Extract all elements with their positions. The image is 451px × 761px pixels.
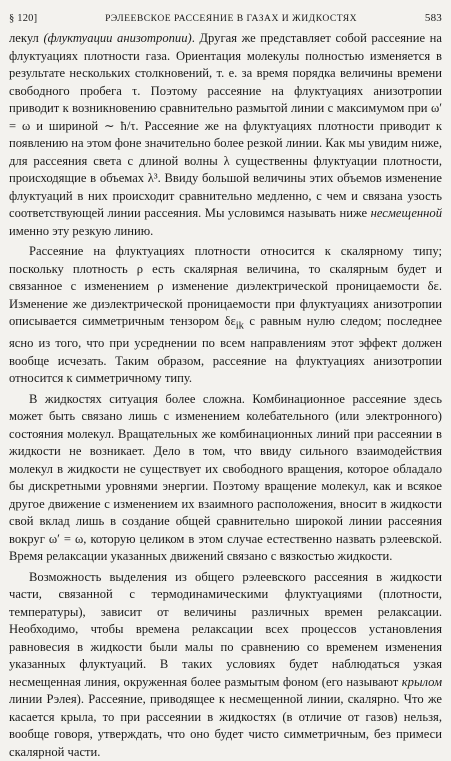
- page-number: 583: [424, 12, 442, 24]
- text-run: лекул: [9, 31, 44, 45]
- text-run: . Другая же представляет собой рассеяние на флуктуациях плотности газа. Ориентация молекулы полностью изменяется в результате нескольких столкновений, т. е. за время порядка величины времени свободного пробега τ. Поэтому рассеяние на флуктуациях анизотропии приводит к возникновению сравнительно размытой линии с максимумом при ω′ = ω и шириной ∼ ħ/τ. Рассеяние же на флуктуациях плотности приводит к появлению на этом фоне значительно более резкой линии. Как мы увидим ниже, для рассеяния света с длиной волны λ существенны флуктуации плотности, происходящие в объемах λ³. Ввиду большой величины этих объемов изменение флуктуаций в них происходит сравнительно медленно, с чем и связана узость соответствующей линии рассеяния. Мы условимся называть ниже: [9, 31, 443, 220]
- body-text: [9, 30, 442, 761]
- text-run: Рассеяние на флуктуациях плотности относится к скалярному типу; поскольку плотность ρ есть скалярная величина, то скалярным будет и связанное с изменением ρ изменение диэлектрической проницаемости δε. Изменение же диэлектрической проницаемости при флуктуациях анизотропии описывается симметричным тензором δε: [9, 244, 442, 328]
- running-title: РЭЛЕЕВСКОЕ РАССЕЯНИЕ В ГАЗАХ И ЖИДКОСТЯХ: [105, 13, 358, 24]
- running-header: [9, 12, 442, 24]
- text-run: именно эту резкую линию.: [9, 223, 154, 238]
- text-run: с равным нулю следом; последнее ясно из того, что при усреднении по всем направлениям этот эффект должен вообще исчезать. Таким образом, рассеяние на флуктуациях анизотропии относится к симметричному типу.: [9, 314, 442, 386]
- section-number: § 120]: [9, 13, 38, 24]
- subscript: ik: [235, 320, 244, 332]
- paragraph: [9, 243, 442, 388]
- italic-text: несмещенной: [370, 206, 442, 220]
- paragraph: [9, 569, 442, 761]
- italic-text: крылом: [401, 674, 442, 689]
- paragraph: [9, 30, 442, 240]
- paragraph: [9, 391, 442, 566]
- text-run: линии Рэлея). Рассеяние, приводящее к несмещенной линии, скалярно. Что же касается крыла, то при рассеянии в жидкостях (в отличие от газов) нельзя, вообще говоря, утверждать, что оно будет чисто симметричным, без примеси скалярной части.: [9, 692, 442, 759]
- text-run: Возможность выделения из общего рэлеевского рассеяния в жидкости части, связанной с термодинамическими флуктуациями (плотности, температуры), зависит от величины различных времен релаксации. Необходимо, чтобы времена релаксации всех процессов установления равновесия в жидкости были малы по сравнению со временем изменения указанных флуктуаций. В таких условиях будет наблюдаться узкая несмещенная линия, окруженная более размытым фоном (его называют: [9, 569, 442, 689]
- italic-text: (флуктуации анизотропии): [43, 31, 192, 45]
- text-run: В жидкостях ситуация более сложна. Комбинационное рассеяние здесь может быть связано лишь с изменением колебательного (или электронного) состояния молекул. Вращательных же комбинационных линий при рассеянии в жидкости не возникает. Дело в том, что ввиду сильного взаимодействия молекул в жидкости не существует их свободного вращения, которое обладало бы дискретными уровнями энергии. Поэтому вращение молекул, как и всякое другое движение с изменением их взаимного расположения, вносит в жидкости свой вклад лишь в создание общей сравнительно широкой линии рассеяния вокруг ω′ = ω, которую целиком в этом случае естественно назвать рэлеевской. Время релаксации указанных движений связано с вязкостью жидкости.: [9, 391, 442, 564]
